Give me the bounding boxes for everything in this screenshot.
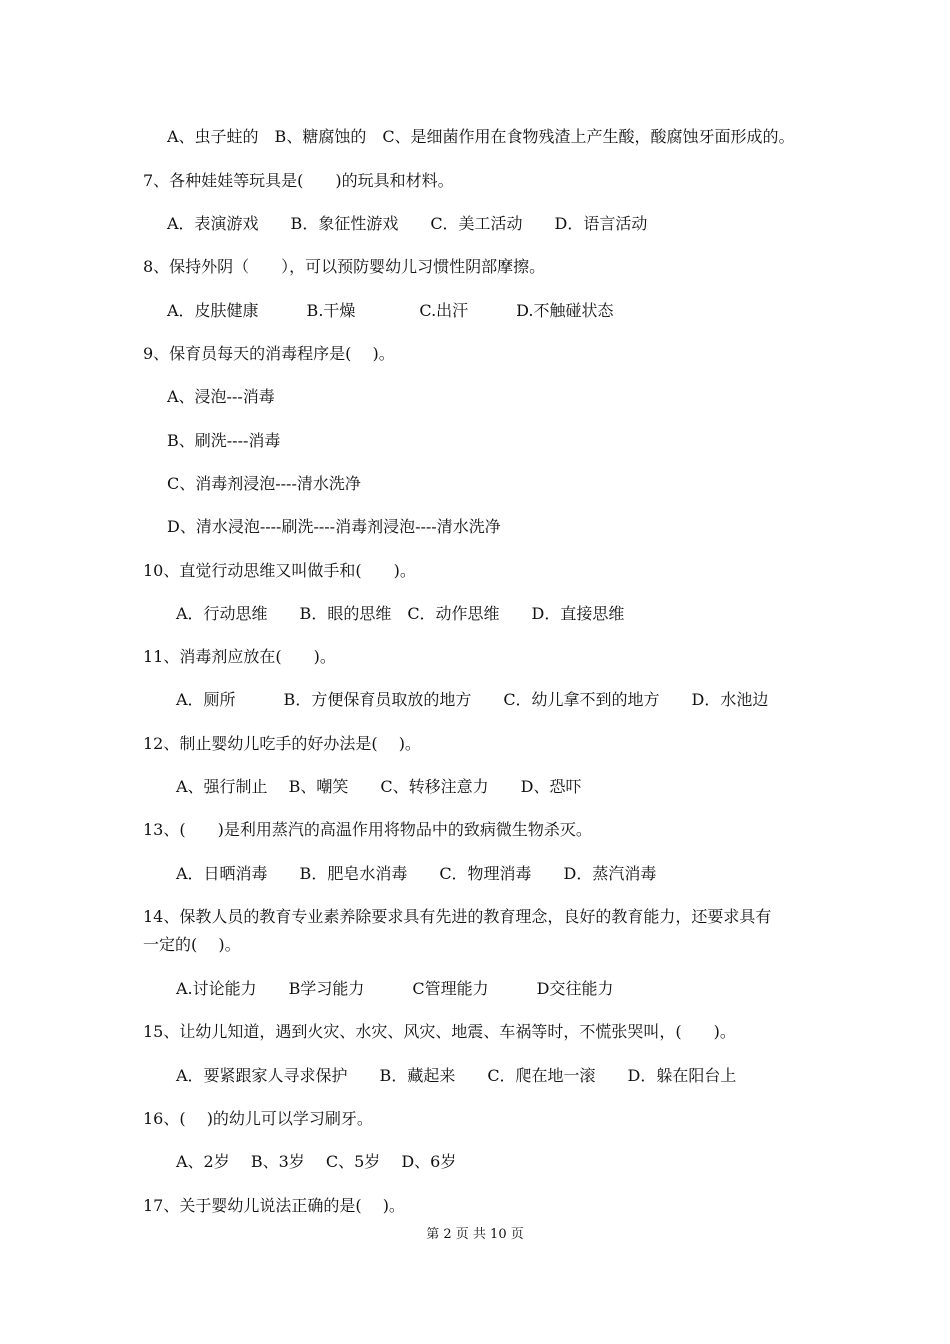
q9-question: 9、保育员每天的消毒程序是( )。 xyxy=(143,344,395,363)
q6-options: A、虫子蛀的 B、糖腐蚀的 C、是细菌作用在食物残渣上产生酸，酸腐蚀牙面形成的。 xyxy=(167,127,795,146)
q14-options: A.讨论能力 B学习能力 C管理能力 D交往能力 xyxy=(176,979,614,998)
q11-question: 11、消毒剂应放在( )。 xyxy=(143,647,336,666)
q8-question: 8、保持外阴（ ），可以预防婴幼儿习惯性阴部摩擦。 xyxy=(143,257,546,276)
q17-question: 17、关于婴幼儿说法正确的是( )。 xyxy=(143,1196,405,1215)
q14-question-cont: 一定的( )。 xyxy=(143,935,241,954)
q7-options: A．表演游戏 B．象征性游戏 C．美工活动 D．语言活动 xyxy=(167,214,648,233)
q16-options: A、2岁 B、3岁 C、5岁 D、6岁 xyxy=(176,1152,457,1171)
q13-question: 13、( )是利用蒸汽的高温作用将物品中的致病微生物杀灭。 xyxy=(143,820,592,839)
q12-question: 12、制止婴幼儿吃手的好办法是( )。 xyxy=(143,734,421,753)
page-footer: 第 2 页 共 10 页 xyxy=(426,1227,524,1242)
q13-options: A．日晒消毒 B．肥皂水消毒 C．物理消毒 D．蒸汽消毒 xyxy=(176,864,657,883)
q10-options: A．行动思维 B．眼的思维 C．动作思维 D．直接思维 xyxy=(176,604,625,623)
q9-option-c: C、消毒剂浸泡----清水洗净 xyxy=(167,474,361,493)
q11-options: A．厕所 B．方便保育员取放的地方 C．幼儿拿不到的地方 D．水池边 xyxy=(176,690,769,709)
q9-option-b: B、刷洗----消毒 xyxy=(167,431,281,450)
q8-options: A．皮肤健康 B.干燥 C.出汗 D.不触碰状态 xyxy=(167,301,614,320)
q9-option-a: A、浸泡---消毒 xyxy=(167,387,275,406)
q15-options: A．要紧跟家人寻求保护 B．藏起来 C．爬在地一滚 D．躲在阳台上 xyxy=(176,1066,737,1085)
q12-options: A、强行制止 B、嘲笑 C、转移注意力 D、恐吓 xyxy=(176,777,582,796)
q10-question: 10、直觉行动思维又叫做手和( )。 xyxy=(143,561,416,580)
q16-question: 16、( )的幼儿可以学习刷牙。 xyxy=(143,1109,373,1128)
q9-option-d: D、清水浸泡----刷洗----消毒剂浸泡----清水洗净 xyxy=(167,517,501,536)
q7-question: 7、各种娃娃等玩具是( )的玩具和材料。 xyxy=(143,171,454,190)
q15-question: 15、让幼儿知道，遇到火灾、水灾、风灾、地震、车祸等时，不慌张哭叫，( )。 xyxy=(143,1022,736,1041)
q14-question: 14、保教人员的教育专业素养除要求具有先进的教育理念，良好的教育能力，还要求具有 xyxy=(143,907,772,926)
